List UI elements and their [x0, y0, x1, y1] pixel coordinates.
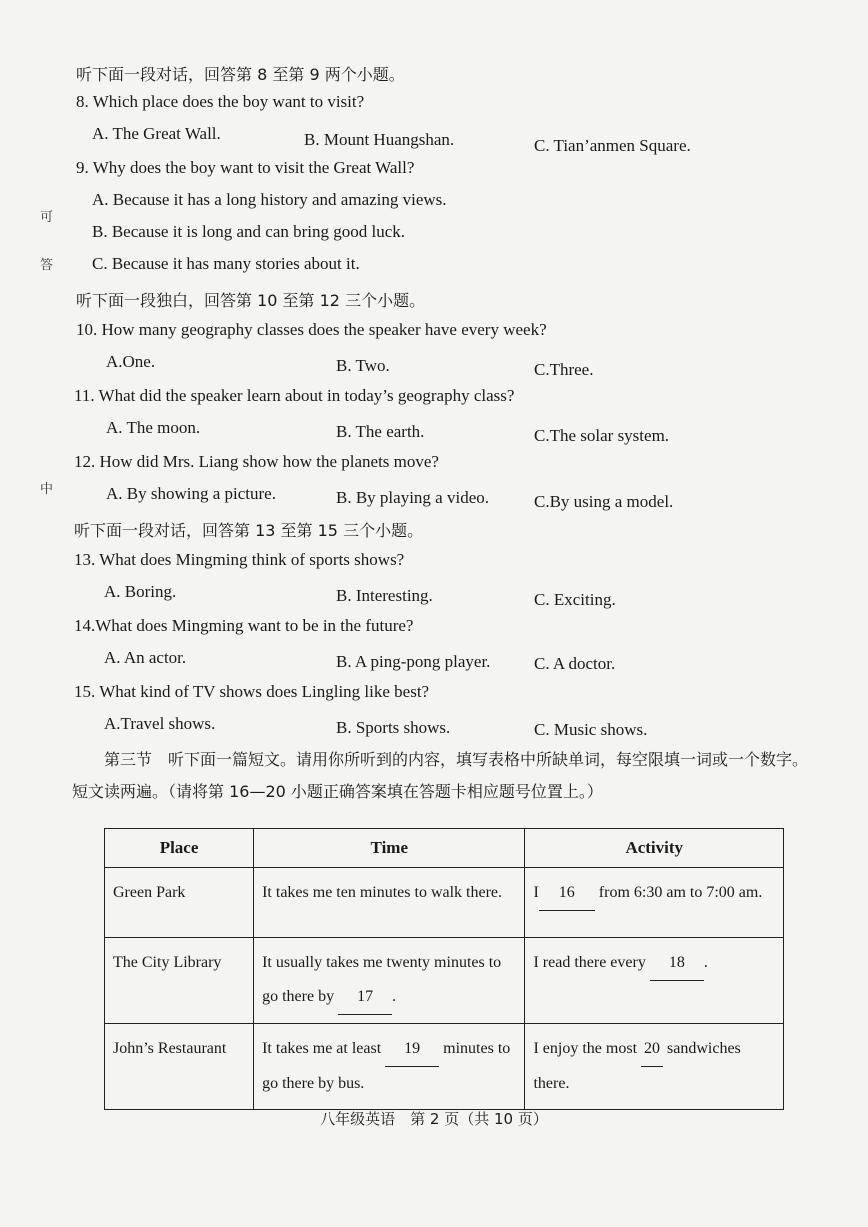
place-text: The City Library [113, 954, 222, 971]
option-9c: C. Because it has many stories about it. [92, 254, 360, 273]
option-9b: B. Because it is long and can bring good luck. [92, 222, 406, 241]
margin-mark: 答 [40, 258, 54, 273]
option-13c: C. Exciting. [534, 590, 616, 609]
blank-18: 18 [650, 946, 704, 981]
time-text: minutes to go there by bus. [262, 1040, 511, 1092]
option-12a: A. By showing a picture. [106, 484, 276, 503]
question-13: 13. What does Mingming think of sports shows? [74, 550, 405, 569]
activity-cell [525, 938, 784, 1024]
option-8c: C. Tian’anmen Square. [534, 136, 691, 155]
option-11a: A. The moon. [106, 418, 201, 437]
place-cell [105, 938, 254, 1024]
option-10a: A.One. [106, 352, 156, 371]
time-cell [254, 868, 525, 938]
option-14c: C. A doctor. [534, 654, 616, 673]
option-11c: C.The solar system. [534, 426, 670, 445]
blank-16: 16 [539, 876, 595, 911]
question-8: 8. Which place does the boy want to visit? [76, 92, 365, 111]
table-header-activity: Activity [525, 829, 784, 868]
time-cell [254, 938, 525, 1024]
activity-text: sandwiches there. [533, 1040, 741, 1092]
time-text: It takes me at least [262, 1040, 382, 1057]
fill-in-table [104, 828, 784, 1110]
margin-mark: 中 [40, 482, 54, 497]
option-10c: C.Three. [534, 360, 594, 379]
option-14a: A. An actor. [104, 648, 187, 667]
option-15a: A.Travel shows. [104, 714, 216, 733]
question-10: 10. How many geography classes does the speaker have every week? [76, 320, 547, 339]
question-14: 14.What does Mingming want to be in the future? [74, 616, 414, 635]
activity-cell [525, 1024, 784, 1110]
time-cell [254, 1024, 525, 1110]
margin-mark: 可 [40, 210, 54, 225]
instruction-3: 听下面一段对话，回答第 13 至第 15 三个小题。 [74, 521, 424, 540]
page-footer: 八年级英语 第 2 页（共 10 页） [320, 1110, 548, 1128]
place-text: John’s Restaurant [113, 1040, 227, 1057]
section3-instructions: 第三节 听下面一篇短文。请用你所听到的内容，填写表格中所缺单词，每空限填一词或一个数字。短文读两遍。（请将第 16—20 小题正确答案填在答题卡相应题号位置上。） [72, 750, 809, 801]
activity-text: I read there every [533, 954, 646, 971]
activity-text: I [533, 884, 539, 901]
blank-20: 20 [641, 1032, 663, 1067]
option-8b: B. Mount Huangshan. [304, 130, 455, 149]
table-header-place: Place [105, 829, 254, 868]
table-row [105, 1024, 784, 1110]
activity-cell [525, 868, 784, 938]
time-text: . [392, 988, 397, 1005]
time-text: It usually takes me twenty minutes to go there by [262, 954, 502, 1005]
place-cell [105, 1024, 254, 1110]
question-11: 11. What did the speaker learn about in today’s geography class? [74, 386, 515, 405]
place-cell [105, 868, 254, 938]
option-15b: B. Sports shows. [336, 718, 451, 737]
time-text: It takes me ten minutes to walk there. [262, 884, 503, 901]
option-9a: A. Because it has a long history and amazing views. [92, 190, 447, 209]
option-12c: C.By using a model. [534, 492, 674, 511]
option-13a: A. Boring. [104, 582, 177, 601]
question-15: 15. What kind of TV shows does Lingling like best? [74, 682, 430, 701]
option-13b: B. Interesting. [336, 586, 433, 605]
activity-text: from 6:30 am to 7:00 am. [598, 884, 763, 901]
blank-19: 19 [385, 1032, 439, 1067]
blank-17: 17 [338, 980, 392, 1015]
option-15c: C. Music shows. [534, 720, 648, 739]
question-12: 12. How did Mrs. Liang show how the planets move? [74, 452, 439, 471]
option-14b: B. A ping-pong player. [336, 652, 491, 671]
table-row [105, 938, 784, 1024]
activity-text: I enjoy the most [533, 1040, 638, 1057]
option-11b: B. The earth. [336, 422, 425, 441]
question-9: 9. Why does the boy want to visit the Great Wall? [76, 158, 415, 177]
option-8a: A. The Great Wall. [92, 124, 221, 143]
table-row [105, 868, 784, 938]
option-12b: B. By playing a video. [336, 488, 489, 507]
instruction-2: 听下面一段独白，回答第 10 至第 12 三个小题。 [76, 291, 426, 310]
place-text: Green Park [113, 884, 186, 901]
instruction-1: 听下面一段对话，回答第 8 至第 9 两个小题。 [76, 65, 405, 84]
table-header-time: Time [254, 829, 525, 868]
option-10b: B. Two. [336, 356, 390, 375]
activity-text: . [703, 954, 708, 971]
